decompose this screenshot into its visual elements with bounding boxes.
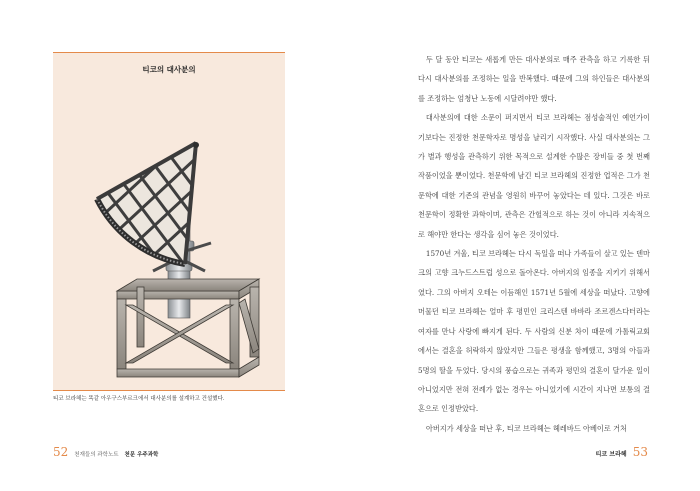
paragraph: 1570년 겨울, 티코 브라헤는 다시 독일을 떠나 가족들이 살고 있는 덴마크의 고향 크누드스트럽 성으로 돌아온다. 아버지의 임종을 지키기 위해서였다. 그의 아버지 오테는 이듬해인 1571년 5월에 세상을 떠났다. 고향에 머물던 티코 브라헤는 얼마 후 평민인 크리스텐 바바라 조르겐스다터라는 여자를 만나 사랑에 빠지게 된다. 두 사람의 신분 차이 때문에 가톨릭교회에서는 결혼을 허락하지 않았지만 그들은 평생을 함께했고, 3명의 아들과 5명의 딸을 두었다. 당시의 풍습으로는 귀족과 평민의 결혼이 달가운 일이 아니었지만 전혀 전례가 없는 경우는 아니었기에 시간이 지나면 보통의 결혼으로 인정받았다. <box>418 249 650 414</box>
figure-caption: 티코 브라헤는 똑같 아우구스부르크에서 대사분의를 설계하고 건설했다. <box>53 396 225 402</box>
right-page <box>350 0 700 491</box>
page-number-left: 52 <box>53 445 69 459</box>
paragraph: 아버지가 세상을 떠난 후, 티코 브라헤는 헤레바드 아베이로 거처 <box>425 423 627 433</box>
body-text <box>418 50 650 438</box>
left-footer <box>53 445 158 459</box>
paragraph: 대사분의에 대한 소문이 퍼지면서 티코 브라헤는 점성술적인 예언가이기보다는 진정한 천문학자로 명성을 날리기 시작했다. 사실 대사분의는 그가 별과 행성을 관측하기 위한 목적으로 설계한 수많은 장비들 중 첫 번째 작품이었을 뿐이었다. 천문학에 남긴 티코 브라헤의 진정한 업적은 그가 천문학에 대한 기존의 관념을 영원히 바꾸어 놓았다는 데 있다. 그것은 바로 천문학이 정확한 과학이며, 관측은 간헐적으로 하는 것이 아니라 지속적으로 해야만 한다는 생각을 심어 놓은 것이었다. <box>418 113 650 239</box>
figure-title: 티코의 대사분의 <box>142 65 196 74</box>
figure-box <box>53 52 285 391</box>
right-footer <box>596 445 648 459</box>
chapter-name: 티코 브라헤 <box>595 451 627 458</box>
paragraph: 두 달 동안 티코는 새롭게 만든 대사분의로 매주 관측을 하고 기록한 뒤 다시 대사분의를 조정하는 일을 반복했다. 때문에 그의 하인들은 대사분의를 조정하는 엄청난 노동에 시달려야만 했다. <box>418 55 650 103</box>
page-number-right: 53 <box>632 445 648 459</box>
series-name: 천재들의 과학노트 <box>74 452 119 458</box>
sextant-illustration <box>53 53 285 390</box>
book-title: 천문 우주과학 <box>124 452 159 458</box>
